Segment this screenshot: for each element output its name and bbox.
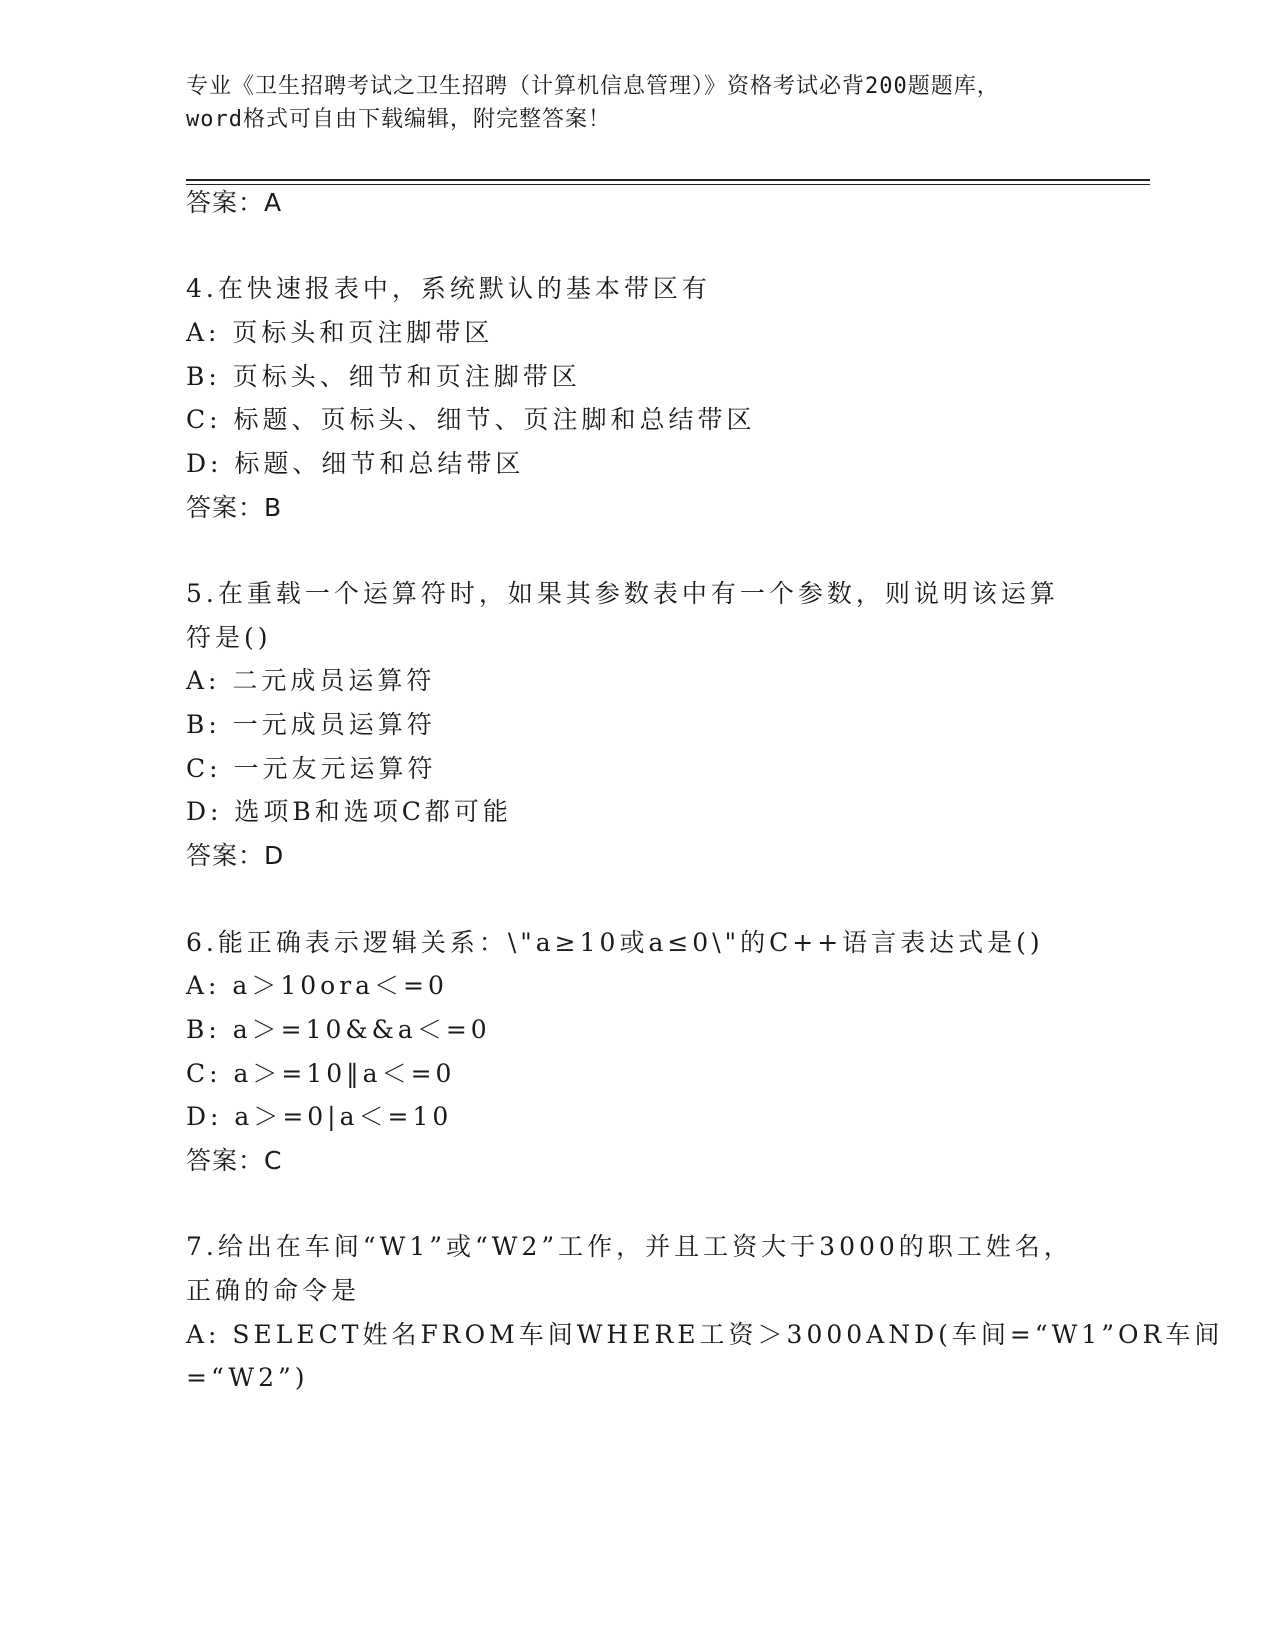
question-4-answer: 答案：B <box>186 493 283 522</box>
question-5-option-c: C: 一元友元运算符 <box>186 754 437 783</box>
question-5-option-b: B: 一元成员运算符 <box>186 710 436 739</box>
question-6-answer: 答案：C <box>186 1146 283 1175</box>
question-5-stem-line-1: 5.在重载一个运算符时，如果其参数表中有一个参数，则说明该运算 <box>186 579 1059 608</box>
header-title-line-2: word格式可自由下载编辑，附完整答案！ <box>186 107 611 132</box>
question-6-stem: 6.能正确表示逻辑关系：\"a≥10或a≤0\"的C++语言表达式是() <box>186 928 1044 957</box>
header-rule-thick <box>186 179 1150 181</box>
question-6-option-d: D: a＞=0|a＜=10 <box>186 1102 453 1131</box>
question-4-stem: 4.在快速报表中，系统默认的基本带区有 <box>186 274 711 303</box>
question-5-option-a: A: 二元成员运算符 <box>186 666 436 695</box>
question-6-option-a: A: a＞10ora＜=0 <box>186 971 448 1000</box>
question-4-option-c: C: 标题、页标头、细节、页注脚和总结带区 <box>186 405 756 434</box>
question-6-option-c: C: a＞=10‖a＜=0 <box>186 1059 456 1088</box>
question-7-option-a-line-2: =“W2”) <box>186 1363 309 1392</box>
header-title-line-1: 专业《卫生招聘考试之卫生招聘（计算机信息管理）》资格考试必背200题题库， <box>186 74 1000 99</box>
question-4-option-d: D: 标题、细节和总结带区 <box>186 449 525 478</box>
question-5-stem-line-2: 符是() <box>186 623 272 652</box>
previous-answer: 答案：A <box>186 188 283 217</box>
header-rule-thin <box>186 184 1150 185</box>
question-7-option-a-line-1: A: SELECT姓名FROM车间WHERE工资＞3000AND(车间=“W1”OR车间 <box>186 1320 1224 1349</box>
question-7-stem-line-1: 7.给出在车间“W1”或“W2”工作，并且工资大于3000的职工姓名， <box>186 1232 1073 1261</box>
question-5-answer: 答案：D <box>186 841 285 870</box>
question-6-option-b: B: a＞=10&&a＜=0 <box>186 1015 491 1044</box>
document-header <box>186 70 1086 136</box>
question-5-option-d: D: 选项B和选项C都可能 <box>186 797 512 826</box>
question-7-stem-line-2: 正确的命令是 <box>186 1276 361 1305</box>
question-4-option-a: A: 页标头和页注脚带区 <box>186 318 494 347</box>
question-4-option-b: B: 页标头、细节和页注脚带区 <box>186 362 581 391</box>
